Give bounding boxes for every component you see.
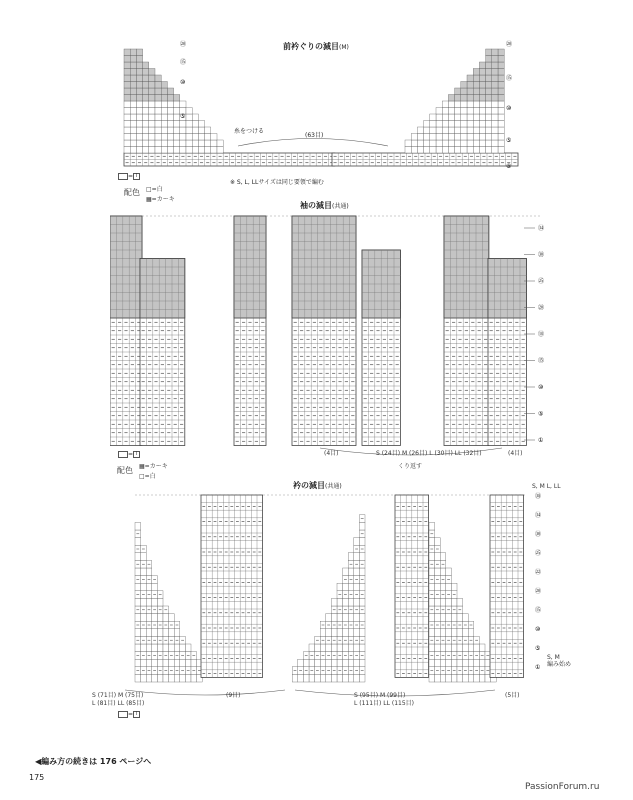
neck-right-row-label: ⑳ <box>506 41 513 48</box>
sleeve-block-khaki <box>444 216 489 318</box>
neck-left-row-label: ⑩ <box>180 79 186 86</box>
collar-bottom-left: S (71目) M (75目) L (81目) LL (85目) <box>92 692 145 707</box>
collar-row-label: ㉒ <box>535 569 542 576</box>
neckline-chart <box>118 36 528 176</box>
collar-stairs-1 <box>135 522 202 682</box>
size-note: ※ S, L, LLサイズは同じ要領で編む <box>230 179 324 186</box>
collar-stairs-2 <box>292 515 365 682</box>
page-number: 175 <box>29 773 45 782</box>
collar-row-label: ㊳ <box>535 493 542 500</box>
collar-bottom-mid2: S (95目) M (99目) L (111目) LL (115目) <box>354 692 415 707</box>
sleeve-row-label: ㉕ <box>538 278 545 285</box>
sleeve-row-label: ⑮ <box>538 357 545 365</box>
neck-base-mid <box>332 153 518 166</box>
collar-block-1 <box>201 495 263 677</box>
collar-bottom-right: (5目) <box>505 692 520 699</box>
collar-row-label: ㉚ <box>535 531 542 538</box>
collar-bottom-mid: (9目) <box>226 692 241 699</box>
neck-base-left <box>124 153 335 166</box>
sleeve-block-khaki <box>292 216 356 318</box>
sleeve-bottom-left: (4目) <box>324 450 339 457</box>
sleeve-block-khaki <box>234 216 266 318</box>
neck-left-row-label: ⑤ <box>180 113 186 120</box>
sleeve-row-label: ⑩ <box>538 384 544 391</box>
collar-row-label: ㉞ <box>535 512 542 519</box>
size-header: S, M L, LL <box>532 483 561 490</box>
sleeve-bottom-right: (4目) <box>508 450 523 457</box>
neck-left-stairs <box>124 49 223 153</box>
collar-row-label: ① <box>535 664 541 671</box>
color-legend-2-item-0: ▦=カーキ <box>139 463 168 470</box>
collar-row-label: ⑤ <box>535 645 541 652</box>
section1-title: 前衿ぐりの減目(M) <box>283 42 349 51</box>
collar-row-label: ⑮ <box>535 607 542 614</box>
color-legend-1-label: 配色 <box>124 188 140 197</box>
legend-3: = I <box>118 711 140 718</box>
collar-chart <box>125 490 555 700</box>
sleeve-block-khaki <box>362 250 400 318</box>
neck-right-stairs <box>405 49 504 153</box>
sleeve-bottom-mid: S (24目) M (26目) L (30目) LL (32目) <box>376 450 482 457</box>
color-legend-1-item-0: □=白 <box>146 186 163 193</box>
section3-title: 衿の減目(共通) <box>293 481 342 490</box>
sleeve-row-label: ⑳ <box>538 304 545 312</box>
collar-row-label: ⑩ <box>535 626 541 633</box>
sleeve-row-label: ㉞ <box>538 225 545 232</box>
legend-2: = I <box>118 451 140 458</box>
sleeve-row-label: ① <box>538 437 544 444</box>
stitch-arc <box>238 139 388 147</box>
sleeve-chart <box>110 210 560 470</box>
sleeve-row-label: ⑤ <box>538 410 544 418</box>
collar-block-2 <box>395 495 429 677</box>
sleeve-row-label: ⑱ <box>538 331 545 338</box>
sleeve-row-label: ㉚ <box>538 251 545 259</box>
color-legend-2-label: 配色 <box>117 466 133 475</box>
neck-right-row-label: ⑧ <box>506 163 512 170</box>
sleeve-block-khaki <box>140 259 185 319</box>
collar-row-label: ㉕ <box>535 550 542 557</box>
sleeve-block-khaki <box>488 259 526 319</box>
thread-label: 糸をつける <box>234 128 265 135</box>
neck-right-row-label: ⑮ <box>506 75 513 82</box>
repeat-label: くり返す <box>398 463 423 470</box>
legend-knit: I <box>133 173 140 180</box>
color-legend-2-item-1: □=白 <box>139 473 156 480</box>
legend-square <box>118 173 128 180</box>
neck-left-row-label: ⑮ <box>180 59 187 66</box>
section2-title: 袖の減目(共通) <box>300 201 349 210</box>
neck-right-row-label: ⑩ <box>506 105 512 112</box>
neck-right-row-label: ⑤ <box>506 137 512 144</box>
collar-bracket-1 <box>125 690 285 695</box>
legend-1: = I <box>118 173 140 180</box>
collar-row-label: ⑳ <box>535 588 542 595</box>
start-label: S, M 編み始め <box>547 654 572 668</box>
neck-left-row-label: ⑳ <box>180 41 187 48</box>
continue-note: ◀編み方の続きは 176 ページへ <box>35 757 152 766</box>
sleeve-block-khaki <box>110 216 142 318</box>
color-legend-1-item-1: ▦=カーキ <box>146 196 175 203</box>
stitch-count: (63目) <box>305 132 324 139</box>
collar-stairs-3 <box>429 522 496 682</box>
collar-block-3 <box>490 495 524 677</box>
watermark: PassionForum.ru <box>525 782 600 792</box>
